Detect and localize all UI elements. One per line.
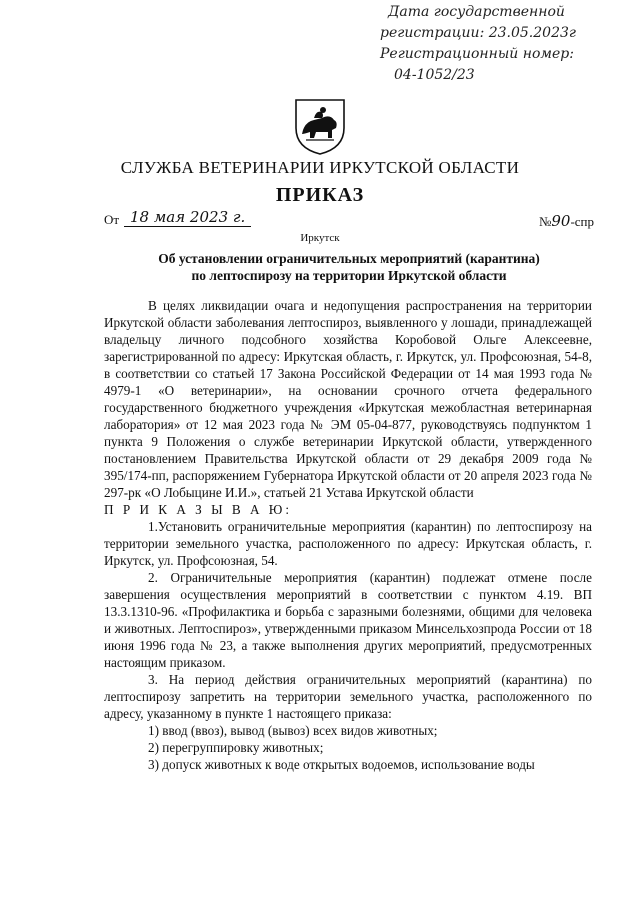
clause-3: 3. На период действия ограничительных мероприятий (карантина) по лептоспирозу запретить на территории земельного участка, расположенного по адресу, указанному в пункте 1 настоящего приказа: [104,672,592,721]
order-number [539,212,594,230]
registration-number-value: 04-1052/23 [394,67,475,83]
clause-3-item-3: 3) допуск животных к воде открытых водоемов, использование воды [148,757,535,772]
city-name: Иркутск [300,232,340,244]
date-prefix: От [104,212,120,227]
document-title-line1: Об установлении ограничительных мероприятий (карантина) [158,251,540,266]
prikazyvayu-heading: П Р И К А З Ы В А Ю: [104,502,293,517]
registration-number-label: Регистрационный номер: [380,46,574,62]
order-date-number-line [104,208,594,228]
document-type-title: ПРИКАЗ [275,184,365,206]
registration-date-value: регистрации: 23.05.2023г [380,25,576,41]
preamble-paragraph: В целях ликвидации очага и недопущения распространения на территории Иркутской области заболевания лептоспироз, выявленного у лошади, принадлежащей владельцу личного подсобного хозяйства Коробовой Ольге Алексеевне, зарегистрированной по адресу: Иркутская область, г. Иркутск, ул. Профсоюзная, 54-8, в соответствии со статьей 17 Закона Российской Федерации от 14 мая 1993 года № 4979-1 «О ветеринарии», на основании срочного отчета федерального государственного бюджетного учреждения «Иркутская межобластная ветеринарная лаборатория» от 12 мая 2023 года № ЭМ 05-04-877, руководствуясь подпунктом 1 пункта 9 Положения о службе ветеринарии Иркутской области, утвержденного постановлением Правительства Иркутской области от 29 декабря 2009 года № 395/174-пп, распоряжением Губернатора Иркутской области от 20 апреля 2023 года № 297-рк «О Лобыцине И.И.», статьей 21 Устава Иркутской области [104,298,592,500]
clause-2: 2. Ограничительные мероприятия (карантин) подлежат отмене после завершения осуществления мероприятий в соответствии с пунктом 4.19. ВП 13.3.1310-96. «Профилактика и борьба с заразными болезнями, общими для человека и животных. Лептоспироз», утвержденными приказом Минсельхозпрода России от 18 июня 1996 года № 23, а также выполнения других мероприятий, предусмотренных настоящим приказом. [104,570,592,670]
irkutsk-coat-of-arms-icon [292,94,348,156]
order-date-handwritten: 18 мая 2023 г. [124,208,251,227]
clause-1: 1.Установить ограничительные мероприятия (карантин) по лептоспирозу на территории земельного участка, расположенного по адресу: Иркутская область, г. Иркутск, ул. Профсоюзная, 54. [104,519,592,568]
document-body [104,297,592,773]
registration-stamp-handwritten [380,2,630,86]
document-title-line2: по лептоспирозу на территории Иркутской области [191,268,507,283]
number-prefix: № [538,214,552,229]
document-title [104,250,594,284]
organization-name: СЛУЖБА ВЕТЕРИНАРИИ ИРКУТСКОЙ ОБЛАСТИ [120,158,520,177]
registration-date-label: Дата государственной [388,4,565,20]
clause-3-item-2: 2) перегруппировку животных; [148,740,324,755]
order-number-handwritten: 90 [551,212,571,230]
clause-3-item-1: 1) ввод (ввоз), вывод (вывоз) всех видов животных; [148,723,438,738]
number-suffix: -спр [570,214,594,229]
